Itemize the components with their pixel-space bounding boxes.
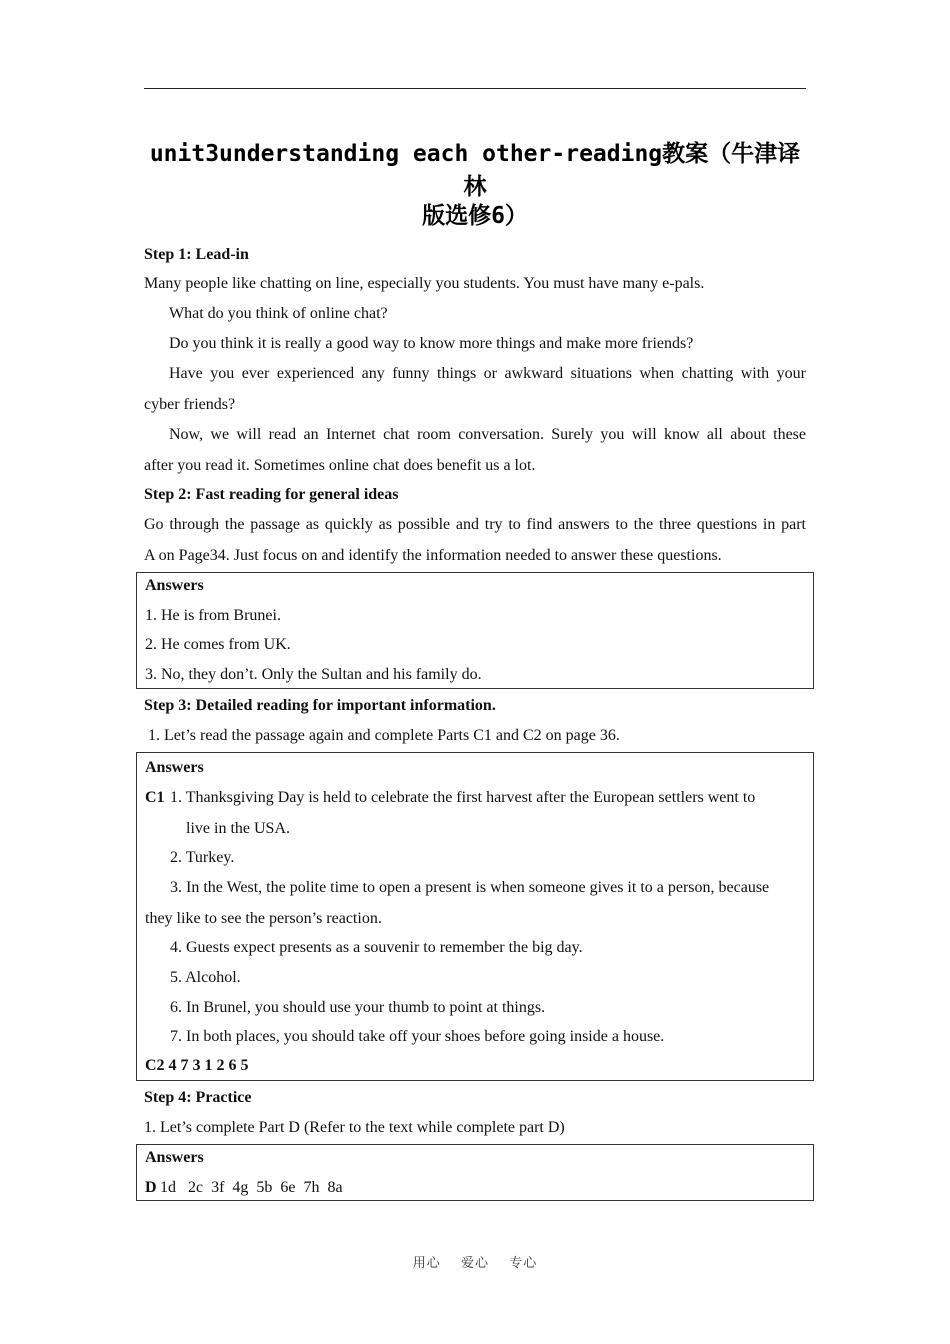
step4-paragraph: 1. Let’s complete Part D (Refer to the text while complete part D): [144, 1119, 565, 1136]
step2-heading: Step 2: Fast reading for general ideas: [144, 486, 399, 503]
document-title-line2: 版选修6）: [422, 203, 528, 229]
c1-label: C1: [145, 789, 165, 806]
document-title: unit3understanding each other-reading教案（牛津译林: [149, 141, 801, 200]
header-rule: [144, 88, 806, 89]
c1-answer-2: 2. Turkey.: [170, 849, 235, 866]
step2-paragraph: Go through the passage as quickly as possible and try to find answers to the three questions in part: [144, 516, 806, 533]
step2-answers-box: [136, 572, 814, 689]
answer-item: 3. No, they don’t. Only the Sultan and his family do.: [145, 666, 482, 683]
c1-answer-6: 6. In Brunel, you should use your thumb to point at things.: [170, 999, 546, 1016]
step1-question-2: Do you think it is really a good way to know more things and make more friends?: [169, 335, 694, 352]
step1-paragraph: Many people like chatting on line, especially you students. You must have many e-pals.: [144, 275, 705, 292]
answers-heading: Answers: [145, 1149, 204, 1166]
c1-answer-3: 3. In the West, the polite time to open a present is when someone gives it to a person, because: [170, 879, 770, 896]
step1-paragraph-2: Now, we will read an Internet chat room conversation. Surely you will know all about these: [169, 426, 806, 443]
c1-answer-4: 4. Guests expect presents as a souvenir to remember the big day.: [170, 939, 583, 956]
step3-paragraph: 1. Let’s read the passage again and complete Parts C1 and C2 on page 36.: [148, 727, 620, 744]
step1-heading: Step 1: Lead-in: [144, 246, 249, 263]
step1-question-3-cont: cyber friends?: [144, 396, 236, 413]
d-label: D: [145, 1179, 157, 1196]
c2-answers: C2 4 7 3 1 2 6 5: [145, 1057, 249, 1074]
c1-answer-5: 5. Alcohol.: [170, 969, 241, 986]
step4-answers-box: [136, 1144, 814, 1201]
step3-heading: Step 3: Detailed reading for important information.: [144, 697, 496, 714]
c1-answer-1-cont: live in the USA.: [186, 820, 290, 837]
answer-item: 2. He comes from UK.: [145, 636, 291, 653]
step4-heading: Step 4: Practice: [144, 1089, 252, 1106]
footer-word: 用心: [412, 1255, 441, 1270]
step2-paragraph-cont: A on Page34. Just focus on and identify the information needed to answer these questions.: [144, 547, 722, 564]
answer-item: 1. He is from Brunei.: [145, 607, 281, 624]
d-answers: 1d 2c 3f 4g 5b 6e 7h 8a: [160, 1179, 343, 1196]
footer-word: 专心: [509, 1255, 538, 1270]
step1-question-1: What do you think of online chat?: [169, 305, 388, 322]
footer-word: 爱心: [460, 1255, 489, 1270]
answers-heading: Answers: [145, 577, 204, 594]
page-footer: [0, 1252, 950, 1271]
c1-answer-7: 7. In both places, you should take off your shoes before going inside a house.: [170, 1028, 665, 1045]
step1-paragraph-2-cont: after you read it. Sometimes online chat does benefit us a lot.: [144, 457, 536, 474]
step1-question-3: Have you ever experienced any funny things or awkward situations when chatting with your: [169, 365, 806, 382]
c1-answer-3-cont: they like to see the person’s reaction.: [145, 910, 382, 927]
c1-answer-1: 1. Thanksgiving Day is held to celebrate the first harvest after the European settlers went to: [170, 789, 756, 806]
answers-heading: Answers: [145, 759, 204, 776]
step3-answers-box: [136, 752, 814, 1081]
